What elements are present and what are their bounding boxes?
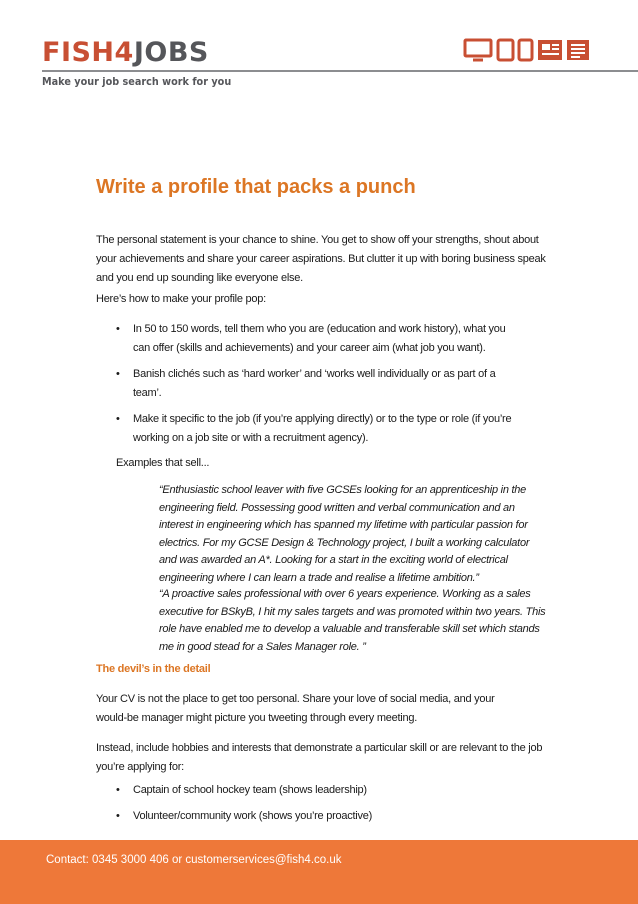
bullet-icon: • <box>116 413 120 425</box>
footer-bar <box>0 840 638 904</box>
examples-label: Examples that sell... <box>116 457 210 469</box>
section-paragraph: Your CV is not the place to get too personal. Share your love of social media, and your would-be manager might picture you tweeting through every meeting. <box>96 693 495 724</box>
example-quote: “Enthusiastic school leaver with five GCSEs looking for an apprenticeship in the engineering field. Possessing good written and verbal communication and an interest in engineering which has spanned my lifetime with particular passion for electrics. For my GCSE Design & Technology project, I built a working calculator and was awarded an A*. Looking for a start in the exciting world of electrical engineering where I can learn a trade and realise a lifetime ambition.” <box>159 484 530 584</box>
tagline: Make your job search work for you <box>42 75 232 88</box>
bullet-icon: • <box>116 810 120 822</box>
newspaper-icon <box>538 40 562 60</box>
tip-item: Banish clichés such as ‘hard worker’ and ‘works well individually or as part of a team’. <box>133 368 496 399</box>
desktop-icon <box>465 40 491 60</box>
tip-item: Make it specific to the job (if you’re applying directly) or to the type or role (if you’re working on a job site or with a recruitment agency). <box>133 413 512 444</box>
phone-icon <box>519 40 532 60</box>
bullet-icon: • <box>116 784 120 796</box>
tablet-icon <box>498 40 513 60</box>
bullet-icon: • <box>116 368 120 380</box>
document-icon <box>567 40 589 60</box>
tip-item: In 50 to 150 words, tell them who you are (education and work history), what you can offer (skills and achievements) and your career aim (what job you want). <box>133 323 506 354</box>
lead-paragraph: Here’s how to make your profile pop: <box>96 293 266 305</box>
header-divider <box>42 70 638 72</box>
section-heading: The devil’s in the detail <box>96 663 211 675</box>
section-paragraph: Instead, include hobbies and interests that demonstrate a particular skill or are relevant to the job you’re applying for: <box>96 742 543 773</box>
bullet-icon: • <box>116 323 120 335</box>
fish4jobs-logo <box>42 38 209 68</box>
device-icons <box>463 38 593 62</box>
logo-fish: FISH <box>42 37 115 68</box>
page-title: Write a profile that packs a punch <box>96 176 416 198</box>
logo-jobs: JOBS <box>133 37 209 68</box>
list-item: Captain of school hockey team (shows leadership) <box>133 784 367 796</box>
intro-paragraph: The personal statement is your chance to shine. You get to show off your strengths, shout about your achievements and share your career aspirations. But clutter it up with boring business speak and you end up sounding like everyone else. <box>96 234 546 284</box>
list-item: Volunteer/community work (shows you’re proactive) <box>133 810 373 822</box>
example-quote: “A proactive sales professional with over 6 years experience. Working as a sales executive for BSkyB, I hit my sales targets and was promoted within two years. This role have enabled me to develop a valuable and transferable skill set which stands me in good stead for a Sales Manager role. ” <box>159 588 546 653</box>
contact-info: Contact: 0345 3000 406 or customerservices@fish4.co.uk <box>46 854 342 866</box>
logo-four: 4 <box>114 37 134 68</box>
